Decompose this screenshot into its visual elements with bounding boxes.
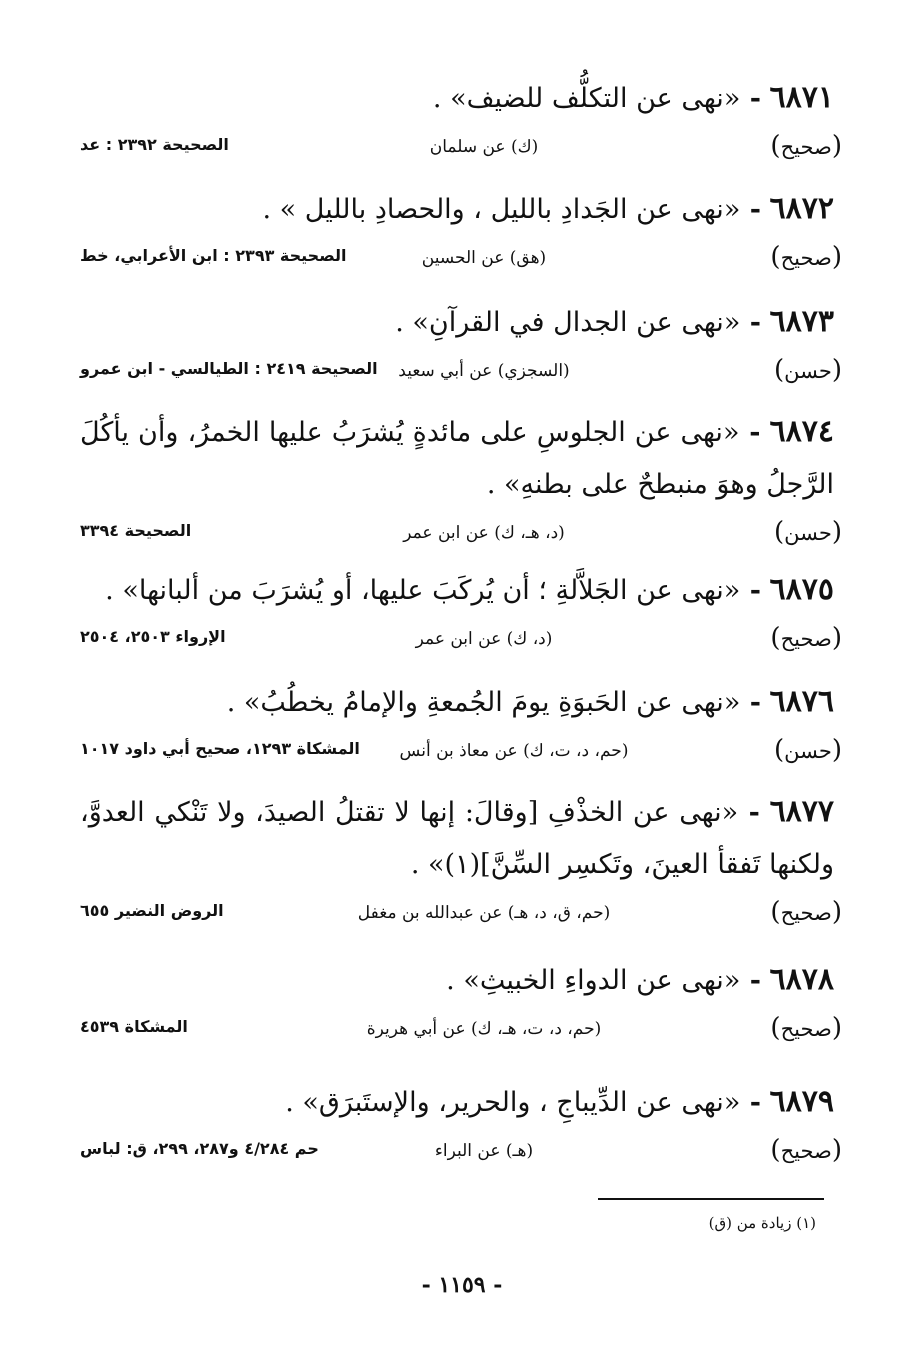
hadith-meta <box>80 733 842 775</box>
grade-label: (صحيح) <box>770 897 842 927</box>
hadith-meta <box>80 1011 842 1053</box>
grade-label: (صحيح) <box>770 1135 842 1165</box>
hadith-body: «نهى عن الجلوسِ على مائدةٍ يُشرَبُ عليها الخمرُ، وأن يأكُلَ الرَّجلُ وهوَ منبطحٌ على بطنهِ» . <box>80 417 834 500</box>
reference-text: الإرواء ٢٥٠٣، ٢٥٠٤ <box>80 627 226 646</box>
hadith-number: ٦٨٧٦ <box>769 684 834 719</box>
reference-text: الصحيحة ٢٤١٩ : الطيالسي - ابن عمرو <box>80 359 378 378</box>
hadith-entry <box>80 676 842 775</box>
grade-label: (صحيح) <box>770 131 842 161</box>
hadith-meta <box>80 129 842 171</box>
reference-text: الصحيحة ٢٣٩٢ : عد <box>80 135 229 154</box>
hadith-entry <box>80 296 842 395</box>
number-dash: - <box>739 417 761 448</box>
hadith-text <box>80 296 834 349</box>
grade-label: (صحيح) <box>770 1013 842 1043</box>
footnote-text: (١) زيادة من (ق) <box>708 1214 816 1232</box>
number-dash: - <box>740 83 761 114</box>
hadith-text <box>80 1076 834 1129</box>
hadith-entry <box>80 72 842 171</box>
grade-label: (صحيح) <box>770 623 842 653</box>
hadith-body: «نهى عن التكلُّف للضيف» . <box>432 83 741 114</box>
hadith-meta <box>80 1133 842 1175</box>
hadith-meta <box>80 621 842 663</box>
hadith-number: ٦٨٧٤ <box>769 414 834 449</box>
reference-text: المشكاة ٤٥٣٩ <box>80 1017 188 1036</box>
page-number: - ١١٥٩ - <box>421 1272 503 1298</box>
hadith-body: «نهى عن الحَبوَةِ يومَ الجُمعةِ والإمامُ يخطُبُ» . <box>226 687 741 718</box>
grade-label: (حسن) <box>773 517 842 547</box>
source-text: (حم، د، ت، ك) عن معاذ بن أنس <box>399 741 629 761</box>
hadith-text <box>80 406 834 511</box>
footnote-divider <box>598 1198 824 1200</box>
reference-text: الروض النضير ٦٥٥ <box>80 901 224 920</box>
number-dash: - <box>738 797 760 828</box>
hadith-meta <box>80 515 842 557</box>
hadith-text <box>80 676 834 729</box>
reference-text: الصحيحة ٢٣٩٣ : ابن الأعرابي، خط <box>80 246 347 265</box>
grade-label: (صحيح) <box>770 242 842 272</box>
hadith-number: ٦٨٧٢ <box>769 191 834 226</box>
source-text: (السجزي) عن أبي سعيد <box>398 361 570 381</box>
hadith-entry <box>80 786 842 937</box>
number-dash: - <box>740 575 761 606</box>
hadith-body: «نهى عن الخذْفِ [وقالَ: إنها لا تقتلُ الصيدَ، ولا تَنْكي العدوَّ، ولكنها تَفقأ العينَ، وتَكسِر السِّنَّ](١)» . <box>80 797 834 880</box>
hadith-body: «نهى عن الدواءِ الخبيثِ» . <box>446 965 741 996</box>
hadith-body: «نهى عن الجدال في القرآنِ» . <box>395 307 741 338</box>
hadith-text <box>80 183 834 236</box>
hadith-number: ٦٨٧٩ <box>769 1084 834 1119</box>
hadith-text <box>80 954 834 1007</box>
hadith-number: ٦٨٧٥ <box>769 572 834 607</box>
source-text: (د، ك) عن ابن عمر <box>415 629 553 649</box>
grade-label: (حسن) <box>773 735 842 765</box>
hadith-meta <box>80 240 842 282</box>
source-text: (هق) عن الحسين <box>421 248 547 268</box>
hadith-body: «نهى عن الجَدادِ بالليل ، والحصادِ بالليل » . <box>262 194 741 225</box>
grade-label: (حسن) <box>773 355 842 385</box>
hadith-meta <box>80 895 842 937</box>
hadith-entry <box>80 564 842 663</box>
hadith-text <box>80 72 834 125</box>
reference-text: الصحيحة ٣٣٩٤ <box>80 521 192 540</box>
number-dash: - <box>740 965 761 996</box>
reference-text: حم ٤/٢٨٤ و٢٨٧، ٢٩٩، ق: لباس <box>80 1139 319 1158</box>
hadith-number: ٦٨٧٣ <box>769 304 834 339</box>
number-dash: - <box>740 1087 761 1118</box>
number-dash: - <box>740 687 761 718</box>
hadith-entry <box>80 406 842 557</box>
source-text: (د، هـ، ك) عن ابن عمر <box>403 523 565 543</box>
hadith-entry <box>80 183 842 282</box>
hadith-meta <box>80 353 842 395</box>
source-text: (حم، د، ت، هـ، ك) عن أبي هريرة <box>366 1019 602 1039</box>
hadith-number: ٦٨٧١ <box>769 80 834 115</box>
hadith-entry <box>80 954 842 1053</box>
source-text: (ك) عن سلمان <box>429 137 539 157</box>
hadith-body: «نهى عن الدِّيباجِ ، والحرير، والإستَبرَق» . <box>285 1087 741 1118</box>
number-dash: - <box>740 194 761 225</box>
hadith-text <box>80 564 834 617</box>
hadith-number: ٦٨٧٨ <box>769 962 834 997</box>
reference-text: المشكاة ١٢٩٣، صحيح أبي داود ١٠١٧ <box>80 739 360 758</box>
source-text: (هـ) عن البراء <box>434 1141 534 1161</box>
number-dash: - <box>740 307 761 338</box>
source-text: (حم، ق، د، هـ) عن عبدالله بن مغفل <box>357 903 611 923</box>
hadith-text <box>80 786 834 891</box>
hadith-entry <box>80 1076 842 1175</box>
hadith-body: «نهى عن الجَلاَّلةِ ؛ أن يُركَبَ عليها، أو يُشرَبَ من ألبانها» . <box>105 575 741 606</box>
hadith-number: ٦٨٧٧ <box>769 794 835 829</box>
